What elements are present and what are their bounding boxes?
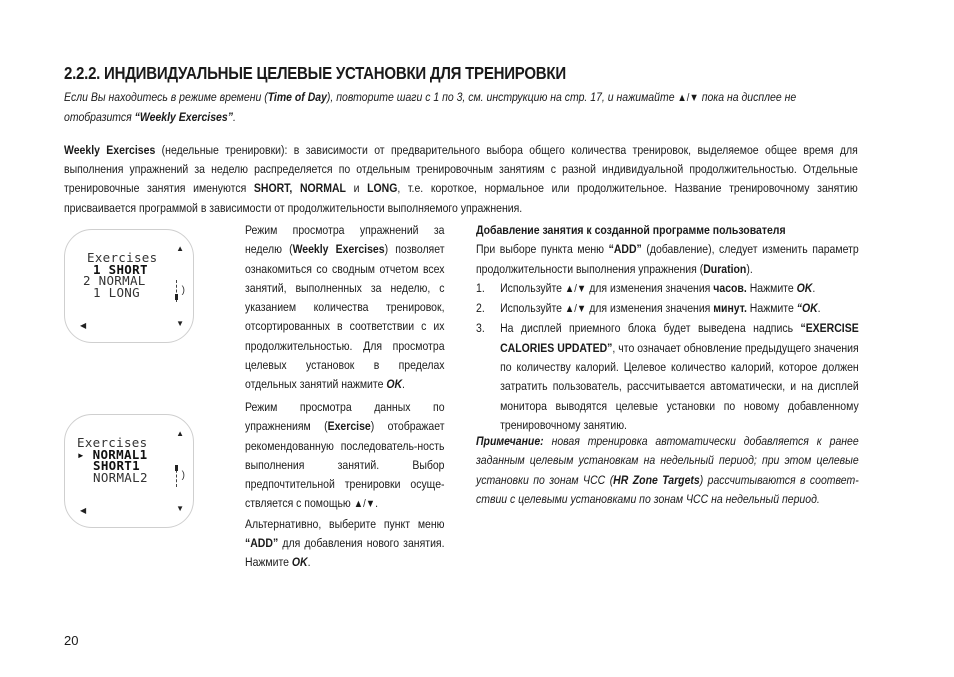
text: ) рассчитываются в соответ-ствии с целевыми установками по зонам ЧСС на недельный период.: [476, 472, 859, 506]
lcd-title: Exercises: [87, 250, 158, 265]
back-arrow-icon: ◀: [80, 506, 87, 515]
text: и: [345, 181, 368, 196]
text: .: [232, 110, 236, 124]
lcd-row: 1 SHORT: [93, 261, 148, 277]
scroll-knob: [175, 294, 178, 300]
text: .: [307, 555, 311, 570]
up-down-arrows-icon: ▲/▼: [564, 303, 587, 316]
text: пока на дисплее не отобразится: [64, 90, 797, 124]
watch-display-exercise: [64, 414, 194, 528]
note-label: Примечание:: [476, 434, 544, 448]
text: ) позволяет ознакомиться со сводным отчетом всех занятий, выполненных за неделю, с указанием количества тренировок, отсортированных в соответствии с их продолжительностью. Для просмотра целевых установок в пределах отдельных занятий нажмите: [245, 242, 445, 392]
lcd-row: SHORT1: [93, 458, 140, 473]
step-item: [476, 279, 859, 299]
note: [476, 432, 859, 509]
pointer-icon: ▸: [77, 446, 85, 462]
step-item: [476, 319, 859, 435]
term: Duration: [703, 261, 747, 276]
step-number: 3.: [476, 321, 485, 336]
up-down-arrows-icon: ▲/▼: [677, 92, 699, 104]
step-number: 2.: [476, 301, 485, 316]
add-exercise-section: [476, 221, 859, 435]
text: (добавление), следует изменить параметр продолжительности выполнения упражнения (: [476, 242, 859, 276]
text: , т.е. короткое, нормальное или продолжительное. Название тренировочному занятию присваивается программой в зависимости от продолжительности выполняемого упражнения.: [64, 181, 858, 215]
watch-display-weekly-exercises: [64, 229, 194, 343]
ok-key-label: OK: [291, 555, 308, 570]
section-title: 2.2.2. ИНДИВИДУАЛЬНЫЕ ЦЕЛЕВЫЕ УСТАНОВКИ ДЛЯ ТРЕНИРОВКИ: [64, 63, 566, 83]
term: “ADD”: [245, 536, 279, 551]
text: .: [375, 496, 378, 511]
steps-list: [476, 279, 859, 435]
ok-button-icon: ): [181, 285, 185, 296]
subsection-heading: Добавление занятия к созданной программе пользователя: [476, 223, 786, 237]
text: Если Вы находитесь в режиме времени (: [64, 90, 268, 104]
lcd-row: 2 NORMAL: [83, 273, 146, 288]
up-down-arrows-icon: ▲/▼: [353, 498, 376, 511]
term: LONG: [367, 181, 398, 196]
text: Используйте: [500, 301, 565, 316]
text: ), повторите шаги с 1 по 3, см. инструкцию на стр. 17, и нажимайте: [326, 90, 678, 104]
intro-text: [64, 88, 855, 127]
weekly-exercises-description: [245, 221, 445, 395]
up-arrow-icon: ▲: [176, 244, 184, 253]
text: ) отображает рекомендованную последователь-ность выполнения занятий. Выбор предпочтительной тренировки осуще-ствляется с помощью: [245, 419, 445, 511]
ok-key-label: OK: [386, 377, 403, 392]
ok-key-label: OK: [796, 280, 813, 295]
down-arrow-icon: ▼: [176, 504, 184, 513]
add-intro: [476, 240, 859, 279]
step-item: [476, 299, 859, 319]
text: Альтернативно, выберите пункт меню: [245, 516, 445, 531]
text: На дисплей приемного блока будет выведена надпись: [500, 321, 801, 336]
ok-key-label: “OK: [796, 301, 818, 316]
text: При выборе пункта меню: [476, 242, 609, 257]
scroll-knob: [175, 465, 178, 471]
lcd-screen: [77, 437, 148, 483]
text: Используйте: [500, 280, 565, 295]
text: .: [402, 377, 405, 392]
back-arrow-icon: ◀: [80, 321, 87, 330]
exercise-description: [245, 398, 445, 573]
text: Нажмите: [746, 301, 797, 316]
text: , что означает обновление предыдущего значения по количеству калорий. Целевое количество калорий, которое должен затратить пользователь, рассчитывается автоматически, и на дисплей монитора выводятся целевые установки по новому добавленному тренировочному занятию.: [500, 340, 859, 432]
term: “ADD”: [608, 242, 642, 257]
term: часов.: [713, 280, 747, 295]
lcd-title: Exercises: [77, 435, 148, 450]
term: “EXERCISE CALORIES UPDATED”: [500, 321, 859, 355]
term: HR Zone Targets: [613, 472, 700, 487]
text: Нажмите: [746, 280, 797, 295]
term: Exercise: [327, 419, 371, 434]
lcd-row-selected: NORMAL1: [92, 446, 148, 462]
term-time-of-day: Time of Day: [267, 90, 327, 104]
up-down-arrows-icon: ▲/▼: [564, 282, 587, 295]
term: Weekly Exercises: [292, 242, 385, 257]
weekly-exercises-paragraph: [64, 141, 858, 218]
text: (недельные тренировки): в зависимости от предварительного выбора общего количества тренировок, выделяемое общее время для выполнения упражнений за неделю распределяется по отдельным тренировочным занятиям с разной индивидуальной продолжительностью. Отдельные тренировочные занятия именуются: [64, 143, 858, 196]
text: для изменения значения: [586, 280, 714, 295]
text: .: [812, 280, 816, 295]
scrollbar-indicator: [176, 465, 180, 487]
text: Режим просмотра упражнений за неделю (: [245, 223, 445, 257]
text: новая тренировка автоматически добавляется к ранее заданным целевым установкам на недельный период; при этом целевые установки по зонам ЧСС (: [476, 434, 859, 487]
term: Weekly Exercises: [64, 143, 156, 157]
lcd-screen: [83, 252, 157, 298]
ok-button-icon: ): [181, 470, 185, 481]
lcd-row: NORMAL2: [93, 469, 148, 485]
text: для изменения значения: [586, 301, 714, 316]
text: Режим просмотра данных по упражнениям (: [245, 400, 445, 434]
text: для добавления нового занятия. Нажмите: [245, 536, 445, 570]
lcd-row: 1 LONG: [93, 284, 140, 300]
up-arrow-icon: ▲: [176, 429, 184, 438]
text: ).: [746, 261, 753, 276]
term: минут.: [713, 301, 747, 316]
down-arrow-icon: ▼: [176, 319, 184, 328]
text: .: [817, 301, 821, 316]
term-weekly-exercises: “Weekly Exercises”: [134, 110, 233, 124]
page-number: 20: [64, 633, 79, 648]
step-number: 1.: [476, 280, 485, 295]
scrollbar-indicator: [176, 280, 180, 302]
term: SHORT, NORMAL: [253, 181, 346, 196]
